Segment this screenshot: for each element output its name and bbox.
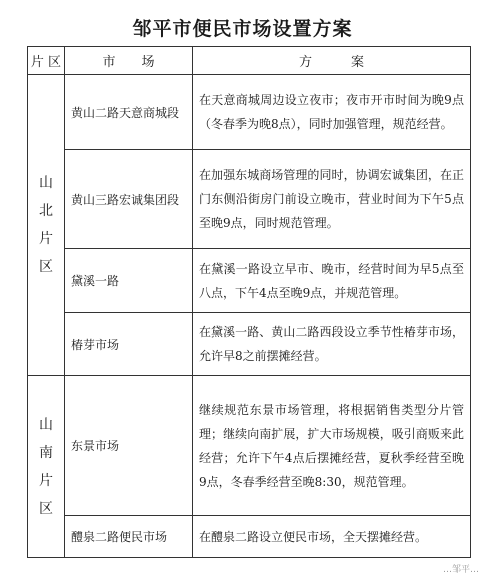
header-district: 片 区 — [28, 47, 65, 75]
plan-text: 在加强东城商场管理的同时，协调宏诚集团，在正门东侧沿街房门前设立晚市，营业时间为下午5点至晚9点，同时规范管理。 — [193, 150, 471, 249]
plan-text: 在醴泉二路设立便民市场，全天摆摊经营。 — [193, 516, 471, 558]
plan-text: 在黛溪一路、黄山二路西段设立季节性椿芽市场，允许早8之前摆摊经营。 — [193, 313, 471, 376]
market-name: 黛溪一路 — [65, 249, 193, 313]
plan-text: 继续规范东景市场管理，将根据销售类型分片管理；继续向南扩展，扩大市场规模，吸引商贩来此经营；允许下午4点后摆摊经营，夏秋季经营至晚9点，冬春季经营至晚8:30，规范管理。 — [193, 376, 471, 516]
market-name: 东景市场 — [65, 376, 193, 516]
district-char: 片 — [39, 472, 53, 489]
document-title: 邹平市便民市场设置方案 — [132, 18, 353, 40]
market-name: 椿芽市场 — [65, 313, 193, 376]
table-row — [28, 516, 471, 558]
district-char: 区 — [39, 259, 53, 275]
district-cell-shannan — [28, 376, 65, 558]
table-row — [28, 376, 471, 516]
district-char: 山 — [39, 416, 53, 433]
district-char: 山 — [39, 175, 53, 191]
table-header-row — [28, 47, 471, 75]
market-name: 黄山二路天意商城段 — [65, 75, 193, 150]
market-name: 黄山三路宏诚集团段 — [65, 150, 193, 249]
header-plan: 方 案 — [193, 47, 471, 75]
district-cell-shanbei — [28, 75, 65, 376]
district-char: 区 — [39, 500, 53, 517]
table-row — [28, 249, 471, 313]
district-char: 北 — [39, 203, 53, 219]
market-name: 醴泉二路便民市场 — [65, 516, 193, 558]
market-plan-table — [27, 46, 471, 558]
district-char: 片 — [39, 231, 53, 247]
plan-text: 在天意商城周边设立夜市；夜市开市时间为晚9点（冬春季为晚8点），同时加强管理，规范经营。 — [193, 75, 471, 150]
district-char: 南 — [39, 444, 53, 461]
table-row — [28, 313, 471, 376]
watermark: …邹平… — [442, 565, 479, 575]
plan-text: 在黛溪一路设立早市、晚市，经营时间为早5点至八点，下午4点至晚9点，并规范管理。 — [193, 249, 471, 313]
table-row — [28, 150, 471, 249]
header-market: 市 场 — [65, 47, 193, 75]
table-row — [28, 75, 471, 150]
